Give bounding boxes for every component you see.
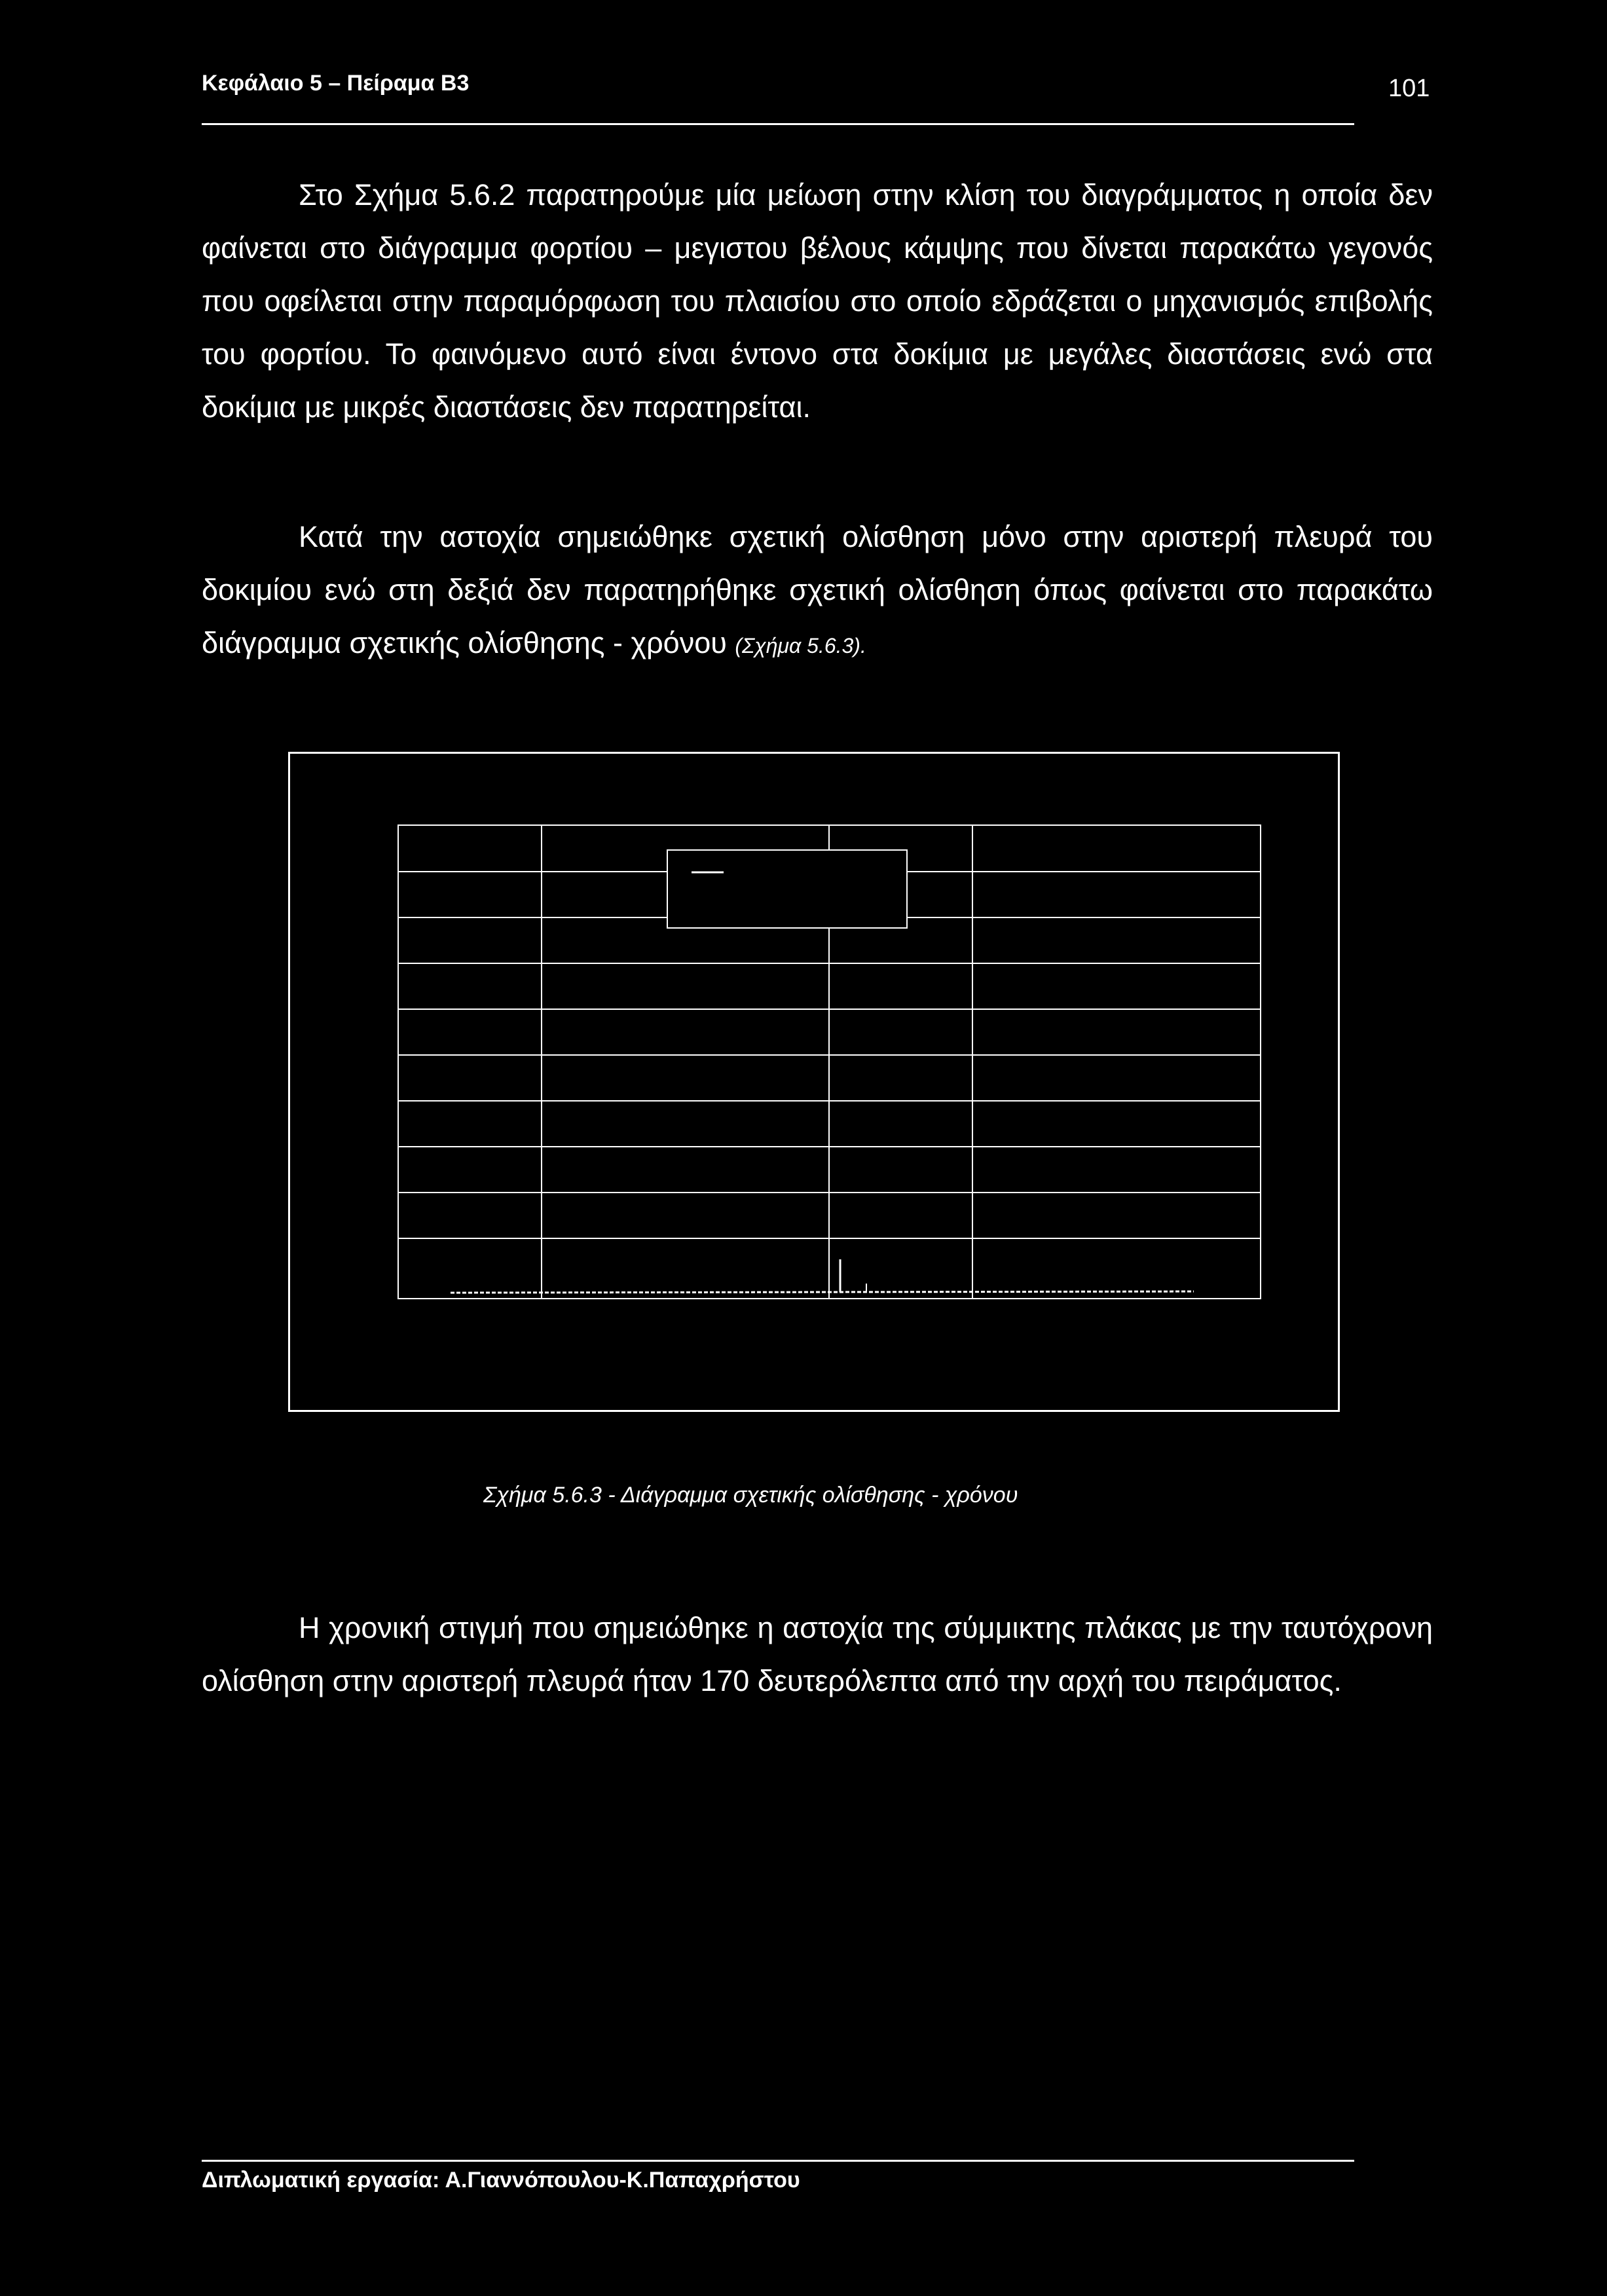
paragraph-slip-failure (202, 510, 1433, 673)
figure-reference: (Σχήμα 5.6.3). (735, 634, 866, 657)
figure-frame (288, 752, 1340, 1412)
footer-divider (202, 2160, 1354, 2162)
slip-time-plot (290, 754, 1338, 1410)
slip-series-line (451, 1291, 1194, 1293)
running-header-chapter: Κεφάλαιο 5 – Πείραμα Β3 (202, 71, 470, 96)
figure-caption: Σχήμα 5.6.3 - Διάγραμμα σχετικής ολίσθησης - χρόνου (483, 1483, 1018, 1508)
slip-series (451, 1259, 1194, 1293)
header-divider (202, 123, 1354, 125)
page-number: 101 (1388, 75, 1430, 102)
paragraph-failure-time: Η χρονική στιγμή που σημειώθηκε η αστοχία της σύμμικτης πλάκας με την ταυτόχρονη ολίσθηση στην αριστερή πλευρά ήταν 170 δευτερόλεπτα από την αρχή του πειράματος. (202, 1611, 1433, 1697)
plot-legend (667, 850, 907, 928)
paragraph-slope-observation: Στο Σχήμα 5.6.2 παρατηρούμε μία μείωση στην κλίση του διαγράμματος η οποία δεν φαίνεται στο διάγραμμα φορτίου – μεγιστου βέλους κάμψης που δίνεται παρακάτω γεγονός που οφείλεται στην παραμόρφωση του πλαισίου στο οποίο εδράζεται ο μηχανισμός επιβολής του φορτίου. Το φαινόμενο αυτό είναι έντονο στα δοκίμια με μεγάλες διαστάσεις ενώ στα δοκίμια με μικρές διαστάσεις δεν παρατηρείται. (202, 178, 1433, 424)
paragraph-slip-text: Κατά την αστοχία σημειώθηκε σχετική ολίσθηση μόνο στην αριστερή πλευρά του δοκιμίου ενώ στη δεξιά δεν παρατηρήθηκε σχετική ολίσθηση όπως φαίνεται στο παρακάτω διάγραμμα σχετικής ολίσθησης - χρόνου (202, 520, 1433, 659)
footer-thesis-authors: Διπλωματική εργασία: Α.Γιαννόπουλου-Κ.Παπαχρήστου (202, 2168, 800, 2193)
